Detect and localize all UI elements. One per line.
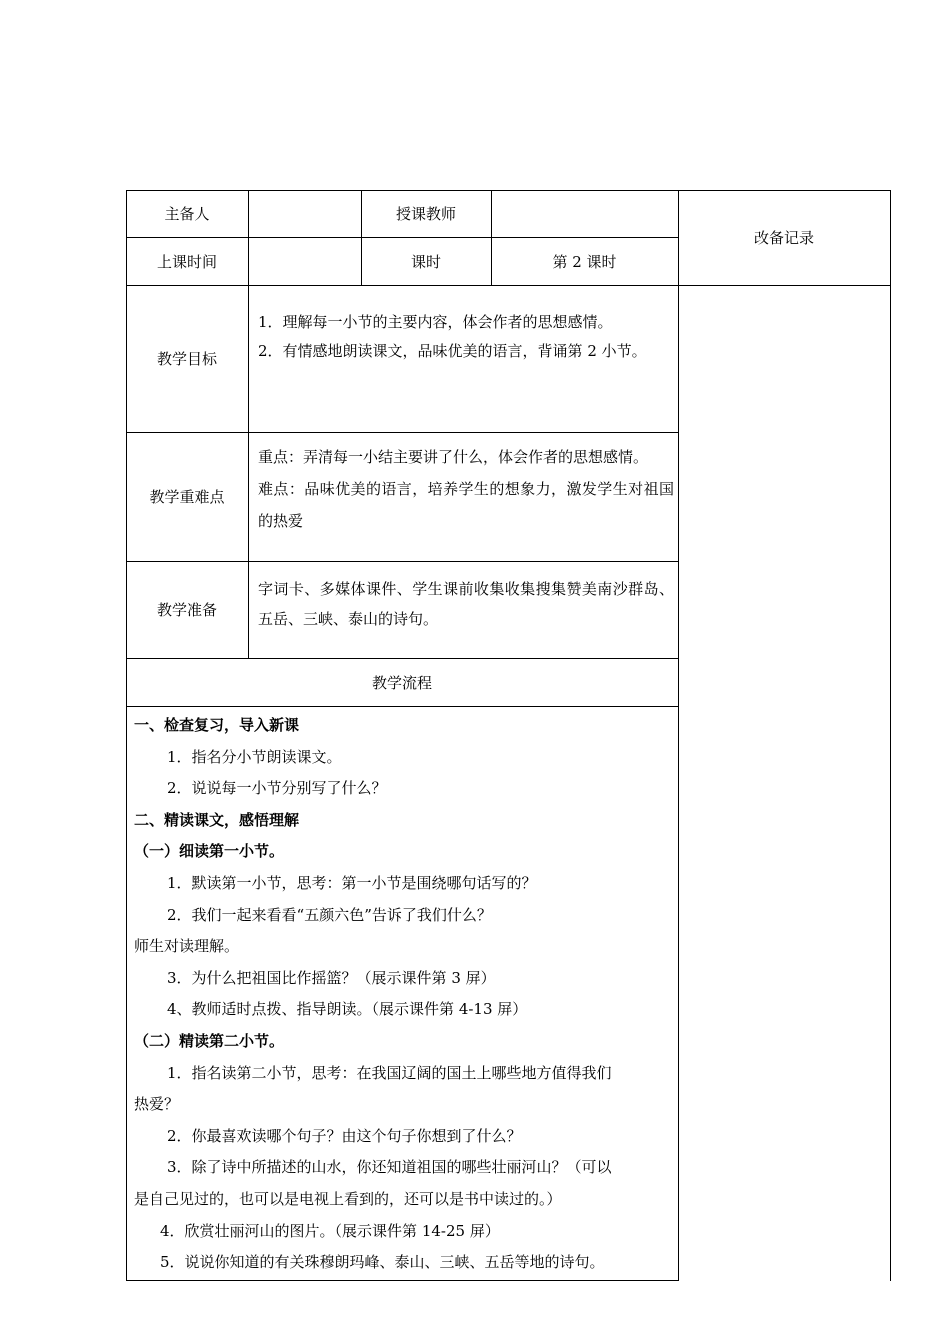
process-section-heading: （二）精读第二小节。 [134, 1031, 285, 1050]
class-time-label: 上课时间 [156, 252, 217, 271]
process-step: 是自己见过的，也可以是电视上看到的，还可以是书中读过的。） [134, 1189, 562, 1208]
teaching-preparation-content: 字词卡、多媒体课件、学生课前收集收集搜集赞美南沙群岛、五岳、三峡、泰山的诗句。 [258, 580, 674, 628]
teaching-process-content [134, 710, 674, 1279]
teaching-goals-label: 教学目标 [156, 350, 217, 368]
process-step: 5．说说你知道的有关珠穆朗玛峰、泰山、三峡、五岳等地的诗句。 [160, 1253, 605, 1272]
process-step: 4、教师适时点拨、指导朗读。（展示课件第 4-13 屏） [167, 1000, 528, 1019]
revision-record-label: 改备记录 [753, 229, 814, 247]
process-step: 热爱？ [134, 1095, 180, 1114]
class-time-value [248, 237, 361, 285]
key-difficult-points-label: 教学重难点 [149, 488, 225, 506]
key-difficult-points-content [258, 441, 674, 537]
teaching-goals-content [258, 308, 674, 366]
process-step: 3．除了诗中所描述的山水，你还知道祖国的哪些壮丽河山？（可以 [167, 1158, 612, 1177]
preparer-value [248, 190, 361, 237]
process-step: 1．指名读第二小节，思考：在我国辽阔的国土上哪些地方值得我们 [167, 1063, 612, 1082]
process-step: 2．你最喜欢读哪个句子？由这个句子你想到了什么？ [167, 1126, 522, 1145]
period-label: 课时 [410, 252, 441, 271]
table-row-divider [126, 706, 679, 707]
table-border-right [890, 190, 891, 1281]
process-step: 3．为什么把祖国比作摇篮？（展示课件第 3 屏） [167, 968, 496, 987]
period-value: 第 2 课时 [552, 252, 617, 271]
process-section-heading: （一）细读第一小节。 [134, 842, 285, 861]
process-step: 4．欣赏壮丽河山的图片。（展示课件第 14-25 屏） [160, 1221, 500, 1240]
teacher-value [491, 190, 678, 237]
process-step: 1．指名分小节朗读课文。 [167, 747, 342, 766]
teaching-process-title: 教学流程 [371, 673, 432, 692]
process-section-heading: 一、检查复习，导入新课 [134, 716, 300, 734]
goal-line: 2．有情感地朗读课文，品味优美的语言，背诵第 2 小节。 [258, 342, 647, 360]
process-step: 2．说说每一小节分别写了什么？ [167, 779, 387, 798]
process-step: 1．默读第一小节，思考：第一小节是围绕哪句话写的？ [167, 873, 537, 892]
teacher-label: 授课教师 [395, 205, 456, 223]
process-step: 师生对读理解。 [134, 937, 240, 956]
preparer-label: 主备人 [164, 205, 210, 223]
goal-line: 1．理解每一小节的主要内容，体会作者的思想感情。 [258, 313, 613, 331]
key-point-line: 重点：弄清每一小结主要讲了什么，体会作者的思想感情。 [258, 448, 649, 466]
table-border-bottom [126, 1280, 679, 1281]
difficult-point-line: 难点：品味优美的语言，培养学生的想象力，激发学生对祖国的热爱 [258, 480, 674, 530]
table-col-divider [678, 190, 679, 1281]
teaching-preparation-label: 教学准备 [156, 601, 217, 619]
process-step: 2．我们一起来看看“五颜六色”告诉了我们什么？ [167, 905, 492, 924]
process-section-heading: 二、精读课文，感悟理解 [134, 810, 300, 829]
